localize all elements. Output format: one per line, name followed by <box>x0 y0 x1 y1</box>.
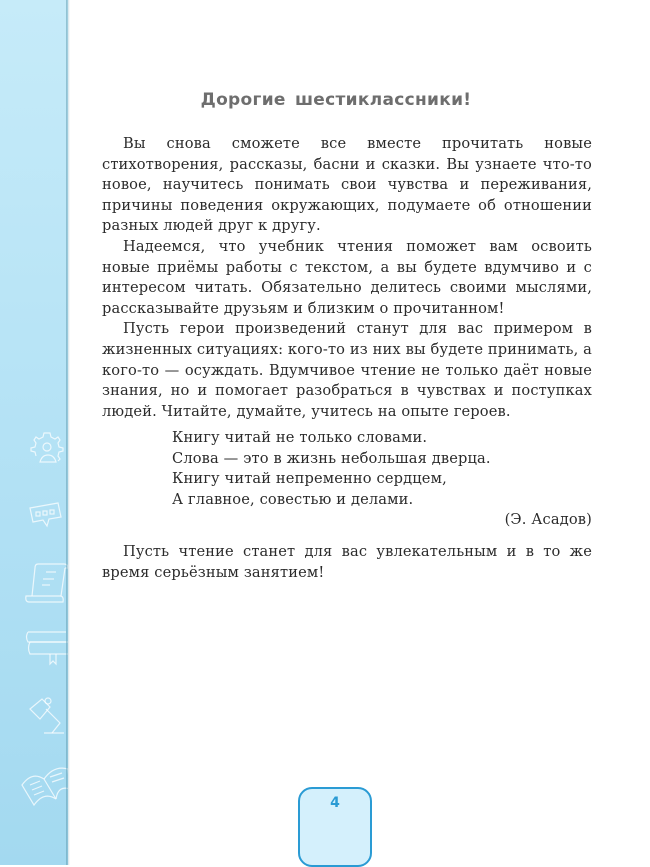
page-title: Дорогие шестиклассники! <box>200 90 472 110</box>
speech-bubble-icon <box>27 500 63 530</box>
page-number-badge <box>298 787 372 867</box>
intro-paragraph-2: Надеемся, что учебник чтения поможет вам освоить новые приёмы работы с текстом, а вы будете вдумчиво и с интересом читать. Обязательно делитесь своими мыслями, рассказывайте друзьям и близким о прочитанном! <box>102 237 592 317</box>
intro-paragraph-3: Пусть герои произведений станут для вас примером в жизненных ситуациях: кого-то из них вы будете принимать, а кого-то — осуждать. Вдумчивое чтение не только даёт новые знания, но и помогает разобраться в чувствах и поступках людей. Читайте, думайте, учитесь на опыте героев. <box>102 320 593 420</box>
poem-line-3: Книгу читай непременно сердцем, <box>172 470 447 488</box>
closing-text <box>102 542 592 583</box>
poem-author: (Э. Асадов) <box>504 511 592 529</box>
poem-quote <box>172 428 592 531</box>
desk-lamp-icon <box>26 695 68 739</box>
page-fold-shadow <box>66 0 70 865</box>
open-book-icon <box>18 755 70 809</box>
page-number: 4 <box>330 795 340 811</box>
intro-text <box>102 134 592 422</box>
poem-line-1: Книгу читай не только словами. <box>172 429 428 446</box>
poem-line-2: Слова — это в жизнь небольшая дверца. <box>172 449 491 467</box>
scroll-icon <box>24 560 70 606</box>
gear-person-icon <box>30 430 64 466</box>
intro-paragraph-1: Вы снова сможете все вместе прочитать новые стихотворения, рассказы, басни и сказки. Вы узнаете что-то новое, научитесь понимать свои чувства и переживания, причины поведения окружающих, подумаете об отношении разных людей друг к другу. <box>102 135 592 235</box>
poem-line-4: А главное, совестью и делами. <box>172 490 414 508</box>
books-stack-icon <box>24 628 68 668</box>
closing-paragraph: Пусть чтение станет для вас увлекательным и в то же время серьёзным занятием! <box>102 543 592 581</box>
decorative-sidebar <box>0 0 68 865</box>
